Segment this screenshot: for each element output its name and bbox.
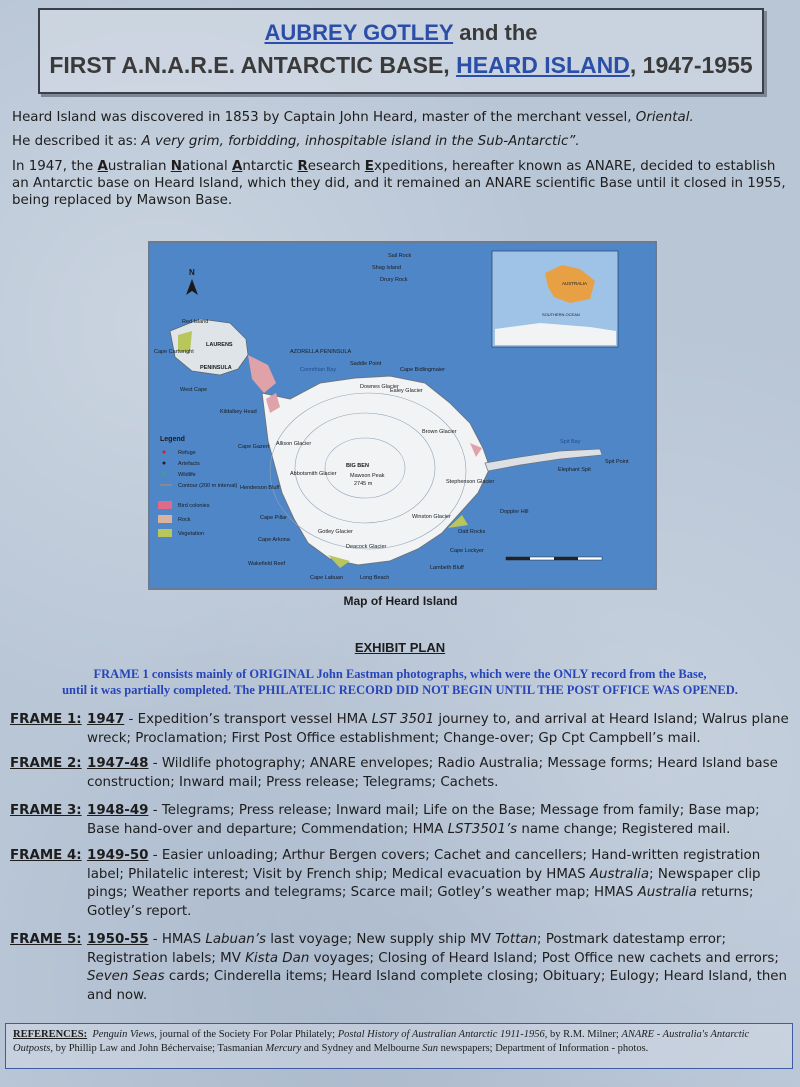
vessel-name: Oriental. <box>635 110 694 125</box>
label-gotley-glacier: Gotley Glacier <box>318 529 353 535</box>
legend-contour: Contour (200 m interval) <box>178 483 238 489</box>
frame-1-label: FRAME 1: <box>10 712 82 727</box>
frame-3-text-a: - Telegrams; Press release; Inward mail; Life on the Base; Message from family; Base map; Base hand-over and departure; Commendation; HMA <box>87 803 760 837</box>
frame-2-year: 1947-48 <box>87 756 149 771</box>
p3-w1: ustralian <box>107 159 171 174</box>
frame-4-text-b: ; Newspaper clip pings; Weather reports and telegrams; Scarce mail; Gotley’s weather map; HMAS <box>87 866 761 900</box>
frame-2-text: - Wildlife photography; ANARE envelopes; Radio Australia; Message forms; Heard Island base construction; Inward mail; Press release; Telegrams; Cachets. <box>87 756 778 790</box>
title-line-1 <box>40 20 762 46</box>
frame-5-year: 1950-55 <box>87 932 149 947</box>
frame-5-ship-2: Tottan <box>495 932 538 947</box>
label-cape-bidlingmaier: Cape Bidlingmaier <box>400 367 445 373</box>
title-place-link[interactable]: HEARD ISLAND <box>456 52 630 78</box>
label-lambeth-bluff: Lambeth Bluff <box>430 565 464 571</box>
exhibit-plan-title: EXHIBIT PLAN <box>354 640 446 655</box>
intro-p1-text: Heard Island was discovered in 1853 by Captain John Heard, master of the merchant vessel, <box>12 110 636 125</box>
references-box <box>5 1023 793 1069</box>
frame-3-year: 1948-49 <box>87 803 149 818</box>
title-line-2-post: , 1947-1955 <box>629 52 753 78</box>
ref-2-rest: , by R.M. Milner; <box>544 1029 622 1040</box>
frame-note-line-1: FRAME 1 consists mainly of ORIGINAL John Eastman photographs, which were the ONLY record from the Base, <box>93 667 707 681</box>
label-sail-rock: Sail Rock <box>388 253 412 259</box>
p3-w2: ational <box>181 159 232 174</box>
label-shag-island: Shag Island <box>372 265 402 271</box>
frame-4 <box>10 847 790 921</box>
frame-5-text-b: last voyage; New supply ship MV <box>265 932 496 947</box>
frame-1-ship: LST 3501 <box>371 712 435 727</box>
legend-refuge: Refuge <box>178 450 196 456</box>
legend-bird-colonies: Bird colonies <box>178 503 210 509</box>
label-winston-glacier: Winston Glacier <box>412 514 451 520</box>
frame-1-year: 1947 <box>87 712 125 727</box>
p3-rest: xpeditions, hereafter known as ANARE, decided to establish an Antarctic base on Heard Island, which they did, and it remained an ANARE scientific Base until it closed in 1955, being replaced by Mawson Base. <box>12 159 786 208</box>
frame-2 <box>10 755 790 792</box>
intro-p2-text: He described it as: <box>12 134 142 149</box>
frame-4-year: 1949-50 <box>87 848 149 863</box>
ref-4-rest: and Sydney and Melbourne <box>301 1043 423 1054</box>
frame-4-text-a: - Easier unloading; Arthur Bergen covers; Cachet and cancellers; Hand-written registration label; Philatelic interest; Visit by French ship; Medical evacuation by HMAS <box>87 848 761 882</box>
intro-paragraph-3 <box>12 158 788 209</box>
intro-paragraph-1 <box>12 109 788 126</box>
ref-1-rest: , journal of the Society For Polar Philately; <box>154 1029 338 1040</box>
title-line-1-rest: and the <box>453 20 538 45</box>
references-label: REFERENCES: <box>13 1029 88 1040</box>
frame-4-text-c: returns; Gotley’s report. <box>87 885 754 919</box>
label-henderson-bluff: Henderson Bluff <box>240 485 280 491</box>
label-doppler-hill: Doppler Hill <box>500 509 529 515</box>
label-brown-glacier: Brown Glacier <box>422 429 457 435</box>
ref-3-rest: , by Phillip Law and John Béchervaise; Tasmanian <box>50 1043 266 1054</box>
legend-rock: Rock <box>178 517 191 523</box>
frame-4-ship-1: Australia <box>589 866 650 882</box>
ref-5-rest: newspapers; Department of Information - photos. <box>438 1043 649 1054</box>
frame-note-line-2: until it was partially completed. The PHILATELIC RECORD DID NOT BEGIN UNTIL THE POST OFFICE WAS OPENED. <box>62 683 738 697</box>
label-elephant-spit: Elephant Spit <box>558 467 591 473</box>
frame-3-ship: LST3501’s <box>447 821 518 837</box>
intro-paragraph-2 <box>12 133 788 150</box>
p3-w3: ntarctic <box>242 159 298 174</box>
title-box <box>38 8 764 94</box>
label-oatt-rocks: Oatt Rocks <box>458 529 486 535</box>
frame-4-label: FRAME 4: <box>10 848 82 863</box>
frame-1-text-b: journey to, and arrival at Heard Island; Walrus plane wreck; Proclamation; First Post Office establishment; Change-over; Gp Cpt Campbell’s mail. <box>87 712 789 746</box>
ref-penguin-views: Penguin Views <box>92 1029 155 1040</box>
label-laurens: LAURENS <box>206 342 233 348</box>
heard-quote: A very grim, forbidding, inhospitable island in the Sub-Antarctic”. <box>141 134 580 149</box>
legend-title: Legend <box>160 436 185 443</box>
label-downes-glacier: Downes Glacier <box>360 384 399 390</box>
heard-island-map <box>148 241 657 590</box>
frame-5-text-a: - HMAS <box>148 932 206 947</box>
label-corinthian-bay: Corinthian Bay <box>300 367 337 373</box>
label-long-beach: Long Beach <box>360 575 390 581</box>
inset-map <box>492 251 618 347</box>
frame-1 <box>10 711 790 748</box>
frame-5-label: FRAME 5: <box>10 932 82 947</box>
frame-2-label: FRAME 2: <box>10 756 82 771</box>
inset-label-ocean: SOUTHERN OCEAN <box>542 312 580 317</box>
label-cape-gazert: Cape Gazert <box>238 444 270 450</box>
frame-1-text-a: - Expedition’s transport vessel HMA <box>124 712 372 727</box>
label-cape-pillar: Cape Pillar <box>260 515 287 521</box>
label-cape-arkona: Cape Arkona <box>258 537 290 543</box>
frame-5-ship-3: Kista Dan <box>245 950 310 966</box>
ref-postal-history: Postal History of Australian Antarctic 1911-1956 <box>337 1029 545 1040</box>
p3-initial-r: R <box>297 159 308 174</box>
label-wakefield-reef: Wakefield Reef <box>248 561 286 567</box>
p3-initial-a2: A <box>232 159 243 174</box>
north-label: N <box>189 268 195 277</box>
frame-1-note <box>10 666 790 698</box>
label-cape-labuan: Cape Labuan <box>310 575 344 581</box>
inset-label-australia: AUSTRALIA <box>562 281 588 286</box>
label-ealey-glacier: Ealey Glacier <box>390 388 423 394</box>
label-big-ben: BIG BEN <box>346 463 369 469</box>
legend-artefacts: Artefacts <box>178 461 200 467</box>
label-drury-rock: Drury Rock <box>380 277 408 283</box>
label-elevation: 2745 m <box>354 481 373 487</box>
label-peninsula: PENINSULA <box>200 365 232 371</box>
frame-5-text-c: ; Postmark datestamp error; Registration labels; MV <box>87 932 726 966</box>
label-saddle-point: Saddle Point <box>350 361 382 367</box>
frame-5-text-e: cards; Cinderella items; Heard Island complete closing; Obituary; Eulogy; Heard Island, then and now. <box>87 969 788 1003</box>
label-abbotsmith-glacier: Abbotsmith Glacier <box>290 471 337 477</box>
p3-initial-n: N <box>170 159 182 174</box>
label-kildalkey-head: Kildalkey Head <box>220 409 257 415</box>
frame-3-label: FRAME 3: <box>10 803 82 818</box>
p3-initial-a: A <box>97 159 108 174</box>
p3-a: In 1947, the <box>12 159 98 174</box>
legend-wildlife: Wildlife <box>178 472 196 478</box>
frame-3 <box>10 802 790 839</box>
label-cape-lockyer: Cape Lockyer <box>450 548 484 554</box>
title-line-2-pre: FIRST A.N.A.R.E. ANTARCTIC BASE, <box>49 52 457 78</box>
label-spit-bay: Spit Bay <box>560 439 581 445</box>
label-deacock-glacier: Deacock Glacier <box>346 544 387 550</box>
frame-5-cards: Seven Seas <box>87 969 165 984</box>
title-name-link[interactable]: AUBREY GOTLEY <box>264 20 454 45</box>
title-line-2 <box>40 52 762 79</box>
frame-4-ship-2: Australia <box>637 885 697 900</box>
p3-initial-e: E <box>364 159 374 174</box>
label-cape-cartwright: Cape Cartwright <box>154 349 194 355</box>
frame-3-text-b: name change; Registered mail. <box>517 821 731 837</box>
label-azorella: AZORELLA PENINSULA <box>290 349 352 355</box>
frame-5-ship-1: Labuan’s <box>205 932 266 947</box>
label-west-cape: West Cape <box>180 387 208 393</box>
label-red-island: Red Island <box>182 319 209 325</box>
map-caption: Map of Heard Island <box>343 594 458 608</box>
label-allison-glacier: Allison Glacier <box>276 441 312 447</box>
ref-sun: Sun <box>422 1043 439 1054</box>
label-spit-point: Spit Point <box>605 459 629 465</box>
p3-w4: esearch <box>307 159 365 174</box>
legend-vegetation: Vegetation <box>178 531 204 537</box>
frame-5 <box>10 931 790 1005</box>
scale-bar <box>506 557 602 560</box>
ref-mercury: Mercury <box>265 1043 302 1054</box>
label-mawson-peak: Mawson Peak <box>350 473 385 479</box>
label-stephenson-glacier: Stephenson Glacier <box>446 479 495 485</box>
frame-5-text-d: voyages; Closing of Heard Island; Post Office new cachets and errors; <box>309 950 779 966</box>
ref-anare-outposts: ANARE - Australia's Antarctic Outposts <box>13 1029 750 1054</box>
